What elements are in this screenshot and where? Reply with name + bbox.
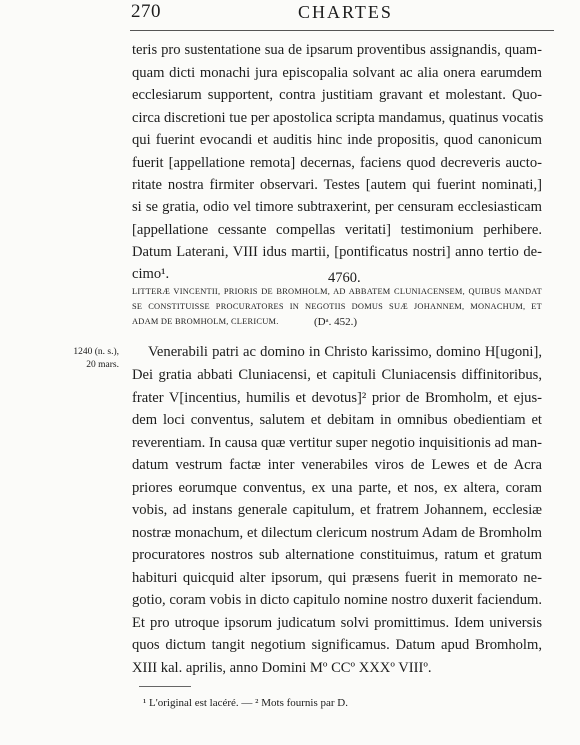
text-line: reverentiam. In causa quæ vertitur super negotio inquisitionis ad man- [132,435,542,451]
text-line: teris pro sustentatione sua de ipsarum proventibus assignandis, quam- [132,42,542,58]
text-line: Dei gratia abbati Cluniacensi, et capituli Cluniacensis diffinitoribus, [132,367,542,383]
text-line: XIII kal. aprilis, anno Domini Mº CCº XXXº VIIIº. [132,660,432,676]
text-line: habituri quicquid alter ipsorum, qui præsens fuerit in memorato ne- [132,570,542,586]
footnote: ¹ L'original est lacéré. — ² Mots fournis par D. [143,697,348,709]
text-line: cimo¹. [132,266,170,282]
text-line: si se gratia, odio vel timore subtraxerint, per censuram ecclesiasticam [132,199,542,215]
text-line: frater V[incentius, humilis et devotus]² prior de Bromholm, et ejus- [132,390,542,406]
margin-date: 1240 (n. s.), [73,347,119,357]
text-line: ecclesiarum supportent, contra justitiam gravant et molestant. Quo- [132,87,542,103]
page-number: 270 [131,1,161,22]
text-line: qui fuerint evocandi et auditis hinc inde propositis, quod canonicum [132,132,542,148]
header-rule [130,30,554,31]
text-line: Et pro utroque ipsorum judicatum solvi promittimus. Idem universis [132,615,542,631]
text-line: fuerit [appellatione remota] decernas, faciens quod decreveris aucto- [132,155,542,171]
text-line: Venerabili patri ac domino in Christo karissimo, domino H[ugoni], [148,344,542,360]
text-line: quam dicti monachi jura episcopalia solvant ac alia onera earumdem [132,65,542,81]
text-line: ritate nostra firmiter observari. Testes [autem qui fuerint nominati,] [132,177,542,193]
text-line: priores eorumque conventus, ex una parte, et nos, ex altera, coram [132,480,542,496]
summary-line: LITTERÆ VINCENTII, PRIORIS DE BROMHOLM, AD ABBATEM CLUNIACENSEM, QUIBUS MANDAT [132,287,542,296]
text-line: nostræ monachum, et dilectum clericum nostrum Adam de Bromholm [132,525,542,541]
running-title: CHARTES [298,2,393,22]
text-line: Datum Laterani, VIII idus martii, [pontificatus nostri] anno tertio de- [132,244,542,260]
summary-line: ADAM DE BROMHOLM, CLERICUM. [132,317,279,326]
text-line: procuratores nostros sub alternatione constituimus, ratum et gratum [132,547,542,563]
summary-line: SE CONSTITUISSE PROCURATORES IN NEGOTIIS DOMUS SUÆ JOHANNEM, MONACHUM, ET [132,302,542,311]
text-line: circa discretioni tue per apostolica scripta mandamus, quatinus vocatis [132,110,544,126]
text-line: datum vestrum factæ inter venerabiles viros de Lewes et de Acra [132,457,542,473]
text-line: gotio, coram vobis in dicto capitulo nomine nostro duxerit faciendum. [132,592,542,608]
text-line: quos dictum tangit negotium significamus. Datum apud Bromholm, [132,637,542,653]
text-line: vobis, ad instans generale capitulum, et fratrem Johannem, ecclesiæ [132,502,542,518]
document-number: 4760. [328,270,361,286]
margin-date: 20 mars. [86,360,119,370]
source-reference: (Dᵃ. 452.) [314,316,358,328]
text-line: [appellatione cessante compellas veritati] testimonium perhibere. [132,222,542,238]
footnote-rule [139,686,191,687]
text-line: dem loci conventus, salutem et debitam in omnibus obedientiam et [132,412,542,428]
